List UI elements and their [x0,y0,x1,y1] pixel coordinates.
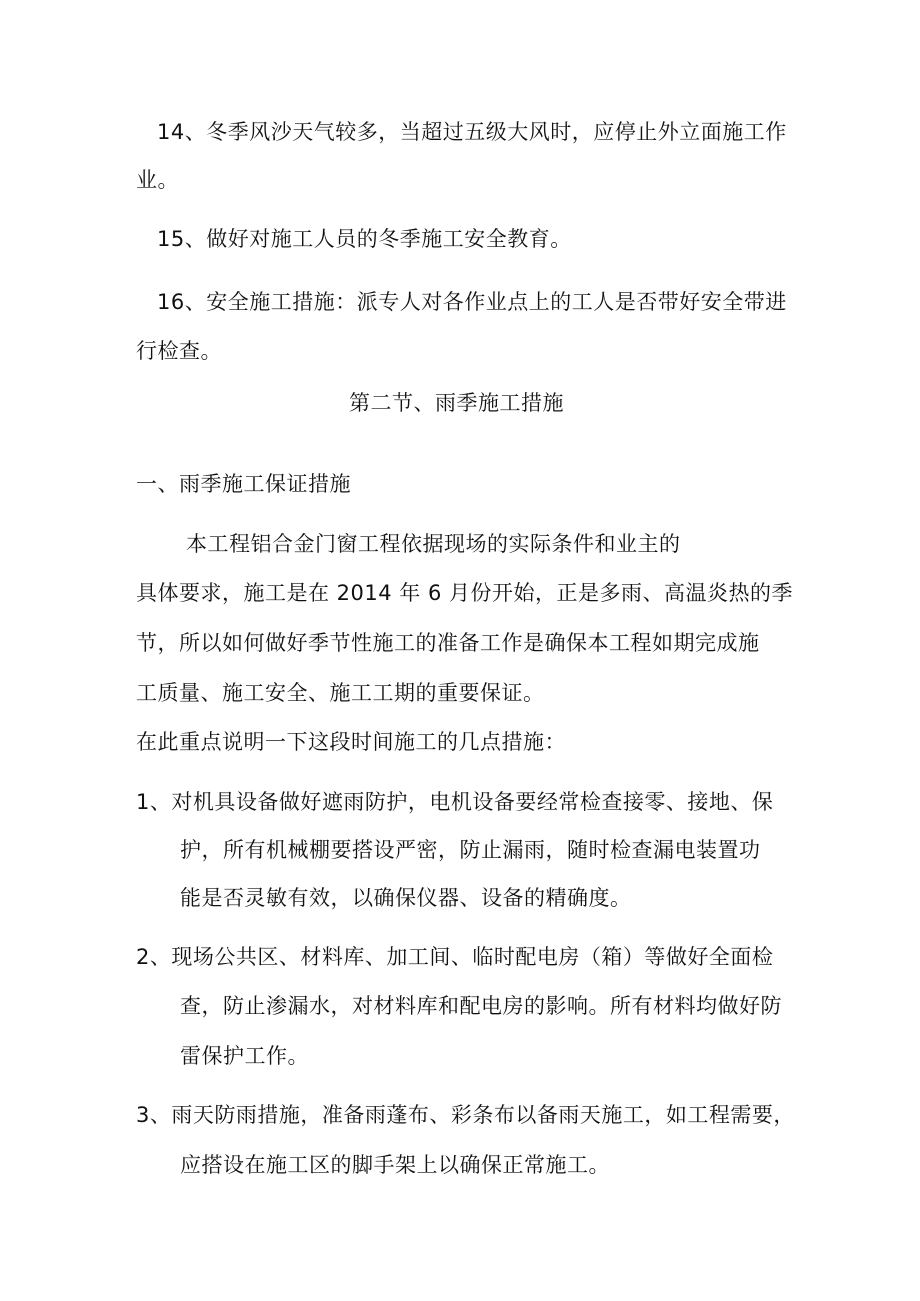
section-heading: 第二节、雨季施工措施 [349,391,564,415]
item-16-line-2: 行检查。 [136,339,222,363]
measure-2-line-3: 雷保护工作。 [180,1044,309,1068]
measure-3-line-2: 应搭设在施工区的脚手架上以确保正常施工。 [180,1153,610,1177]
measure-1-line-1: 1、对机具设备做好遮雨防护，电机设备要经常检查接零、接地、保 [136,790,774,814]
intro-line-2: 具体要求，施工是在 2014 年 6 月份开始，正是多雨、高温炎热的季 [136,581,794,605]
measure-2-line-2: 查，防止渗漏水，对材料库和配电房的影响。所有材料均做好防 [180,994,782,1018]
measure-3-line-1: 3、雨天防雨措施，准备雨蓬布、彩条布以备雨天施工，如工程需要， [136,1103,795,1127]
measure-2-line-1: 2、现场公共区、材料库、加工间、临时配电房（箱）等做好全面检 [136,945,774,969]
intro-line-3: 节，所以如何做好季节性施工的准备工作是确保本工程如期完成施 [136,631,760,655]
item-15-line-1: 15、做好对施工人员的冬季施工安全教育。 [157,227,572,251]
item-14-line-2: 业。 [136,168,179,192]
intro-line-5: 在此重点说明一下这段时间施工的几点措施： [136,730,566,754]
measure-1-line-2: 护，所有机械棚要搭设严密，防止漏雨，随时检查漏电装置功 [180,838,761,862]
intro-line-1: 本工程铝合金门窗工程依据现场的实际条件和业主的 [186,532,681,556]
section-subheading: 一、雨季施工保证措施 [136,472,351,496]
intro-line-4: 工质量、施工安全、施工工期的重要保证。 [136,681,545,705]
item-14-line-1: 14、冬季风沙天气较多，当超过五级大风时，应停止外立面施工作 [157,120,787,144]
item-16-line-1: 16、安全施工措施：派专人对各作业点上的工人是否带好安全带进 [157,290,787,314]
measure-1-line-3: 能是否灵敏有效，以确保仪器、设备的精确度。 [180,886,632,910]
